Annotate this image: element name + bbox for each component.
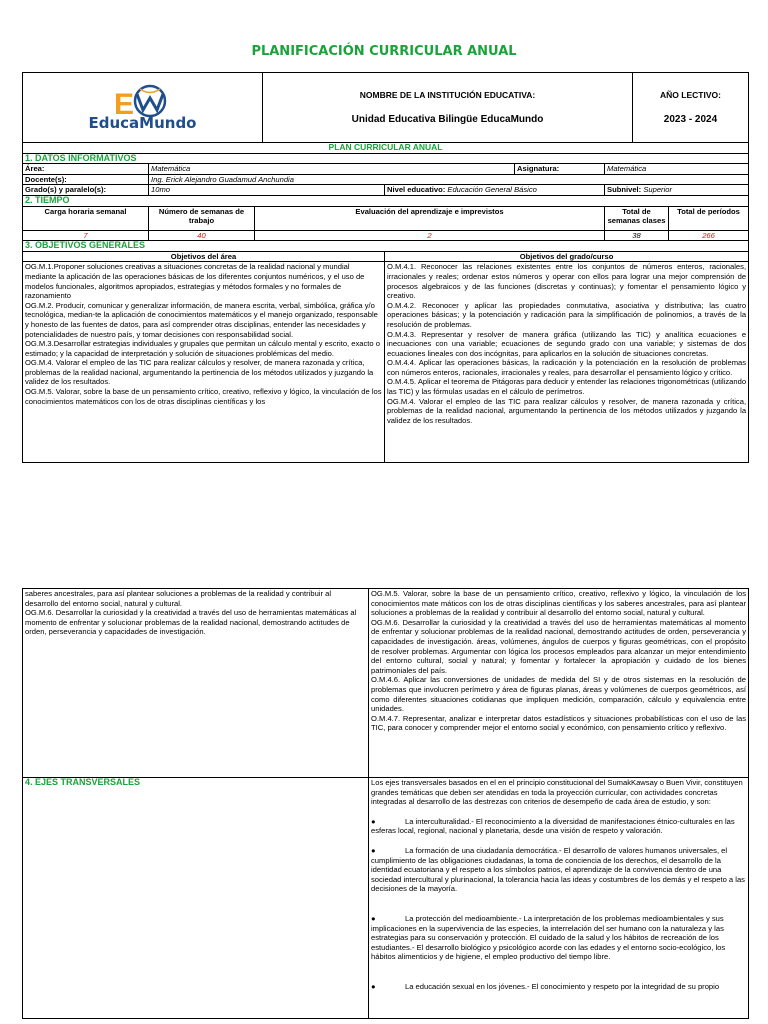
col-grade-objectives: Objetivos del grado/curso (385, 251, 749, 262)
axis-item (371, 914, 746, 962)
time-value-evaluation: 2 (255, 230, 605, 241)
area-objective: OG.M.2. Producir, comunicar y generalizar información, de manera escrita, verbal, simbólica, gráfica y/o tecnológica, median-te la aplicación de conocimientos matemáticos y el manejo organizado, responsable y honesto de las fuentes de datos, para así comprender otras disciplinas, entender las necesidades y potencialidades de nuestro país, y tomar decisiones con responsabilidad social. (25, 300, 378, 339)
area-label: Área: (23, 164, 149, 175)
area-objective: OG.M.1.Proponer soluciones creativas a situaciones concretas de la realidad nacional y mundial mediante la aplicación de las operaciones básicas de los diferentes conjuntos numéricos, y el uso de modelos funcionales, algoritmos apropiados, estrategias y métodos formales y no formales de razonamiento (25, 262, 365, 301)
logo-cell (23, 73, 263, 143)
year-value: 2023 - 2024 (663, 113, 718, 125)
grade-objective: OG.M.6. Desarrollar la curiosidad y la creatividad a través del uso de herramientas matemáticas al momento de enfrentar y solucionar problemas de la realidad nacional, demostrando actitudes de orden, perseverancia y capacidades de investigación. áreas, volúmenes, ángulos de cuerpos y figuras geométricas, con el propósito de resolver problemas. Argumentar con lógica los procesos empleados para alcanzar un mejor entendimiento del entorno cultural, social y natural; y fomentar y fortalecer la apropiación y cuidado de los bienes patrimoniales del país. (371, 617, 746, 675)
time-header-evaluation: Evaluación del aprendizaje e imprevistos (255, 206, 605, 230)
subject-label: Asignatura: (515, 164, 605, 175)
section-3-title: 3. OBJETIVOS GENERALES (23, 241, 749, 252)
area-objective: OG.M.3.Desarrollar estrategias individuales y grupales que permitan un cálculo mental y escrito, exacto o estimado; y la capacidad de interpretación y solución de situaciones problémicas del medio. (25, 339, 380, 358)
axis-text: La formación de una ciudadanía democrática.- El desarrollo de valores humanos universales, el cumplimiento de las obligaciones ciudadanas, la toma de conciencia de los derechos, el desarrollo de la identidad ecuatoriana y el respeto a los símbolos patrios, el aprendizaje de la convivencia dentro de una sociedad intercultural y plurinacional, la tolerancia hacia las ideas y costumbres de los demás y el respeto a las decisiones de la mayoría. (371, 845, 745, 894)
subject-value: Matemática (605, 164, 749, 175)
time-header-periods: Total de períodos (669, 206, 749, 230)
svg-text:E: E (114, 88, 135, 119)
grade-objective: O.M.4.5. Aplicar el teorema de Pitágoras para deducir y entender las relaciones trigonométricas (utilizando las TIC) y las fórmulas usadas en el cálculo de perímetros. (387, 377, 747, 397)
year-label: AÑO LECTIVO: (660, 89, 721, 100)
plan-label: PLAN CURRICULAR ANUAL (23, 143, 749, 154)
axis-text: La educación sexual en los jóvenes.- El conocimiento y respeto por la integridad de su propio (405, 981, 720, 991)
bullet-icon: ● (371, 845, 376, 855)
grade-objective: OG.M.4. Valorar el empleo de las TIC para realizar cálculos y resolver, de manera razonada y crítica, problemas de la realidad nacional, argumentando la pertinencia de los métodos utilizados y juzgando la validez de los resultados. (387, 396, 747, 425)
axes-cell (369, 778, 749, 1019)
teacher-value: Ing. Erick Alejandro Guadamud Anchundia (149, 174, 749, 185)
sublevel-cell (605, 185, 749, 196)
logo-text: EducaMundo (88, 114, 197, 132)
sublevel-value: Superior (643, 185, 673, 195)
institution-name: Unidad Educativa Bilingüe EducaMundo (351, 113, 544, 125)
grade-label: Grado(s) y paralelo(s): (23, 185, 149, 196)
axes-intro: Los ejes transversales basados en el en el principio constitucional del SumakKawsay o Buen Vivir, constituyen grandes temáticas que deben ser atendidas en toda la proyección curricular, con actividades concretas integradas al desarrollo de las destrezas con criterios de desempeño de cada área de estudio, y son: (371, 778, 743, 807)
teacher-label: Docente(s): (23, 174, 149, 185)
area-objectives-cell (23, 262, 385, 463)
level-value: Educación General Básico (447, 185, 537, 195)
area-objectives-cont-cell (23, 589, 369, 778)
time-value-periods: 266 (669, 230, 749, 241)
col-area-objectives: Objetivos del área (23, 251, 385, 262)
grade-objective: O.M.4.1. Reconocer las relaciones existentes entre los conjuntos de números enteros, racionales, irracionales y reales; ordenar estos números y operar con ellos para lograr una mejor comprensión de procesos algebraicos y de las funciones (discretas y continuas); y fomentar el pensamiento lógico y creativo. (387, 262, 747, 301)
section-1-title: 1. DATOS INFORMATIVOS (23, 153, 749, 164)
level-label: Nivel educativo: (387, 185, 446, 195)
time-header-weekly-hours: Carga horaria semanal (23, 206, 149, 230)
grade-objective: O.M.4.2. Reconocer y aplicar las propiedades conmutativa, asociativa y distributiva; las cuatro operaciones básicas; y la potenciación y radicación para la simplificación de polinomios, a través de la resolución de problemas. (387, 300, 747, 329)
grade-objectives-cell (385, 262, 749, 463)
level-cell (385, 185, 605, 196)
grade-value: 10mo (149, 185, 385, 196)
axis-text: La interculturalidad.- El reconocimiento a la diversidad de manifestaciones étnico-culturales en las esferas local, regional, nacional y planetaria, desde una visión de respeto y valoración. (371, 816, 735, 836)
page-title: PLANIFICACIÓN CURRICULAR ANUAL (251, 44, 517, 59)
bullet-icon: ● (371, 816, 376, 826)
header-table (22, 72, 749, 143)
grade-objective: O.M.4.6. Aplicar las conversiones de unidades de medida del SI y de otros sistemas en la resolución de problemas que involucren perímetro y área de figuras planas, áreas y volúmenes de cuerpos geométricos, así como diferentes situaciones cotidianas que impliquen medición, comparación, cálculo y equivalencia entre unidades. (371, 675, 746, 714)
axis-item (371, 846, 746, 894)
section-2-title: 2. TIEMPO (23, 195, 749, 206)
grade-objectives-cont-cell (369, 589, 749, 778)
section-4-title: 4. EJES TRANSVERSALES (23, 778, 369, 1019)
area-objective: OG.M.4. Valorar el empleo de las TIC para realizar cálculos y resolver, de manera razonada y crítica, problemas de la realidad nacional, argumentando la pertinencia de los métodos utilizados y juzgando la validez de los resultados. (25, 358, 374, 387)
grade-objective: OG.M.5. Valorar, sobre la base de un pensamiento crítico, creativo, reflexivo y lógico, la vinculación de los conocimientos mate máticos con los de otras disciplinas científicas y los saberes ancestrales, para así plantear soluciones a problemas de la realidad y contribuir al desarrollo del entorno social, natural y cultural. (371, 589, 746, 618)
time-value-work-weeks: 40 (149, 230, 255, 241)
axis-item (371, 982, 746, 992)
time-header-work-weeks: Número de semanas de trabajo (149, 206, 255, 230)
grade-objective: O.M.4.4. Aplicar las operaciones básicas, la radicación y la potenciación en la resolución de problemas con números enteros, racionales, irracionales y reales, para desarrollar el pensamiento lógico y crítico. (387, 358, 747, 377)
axis-item (371, 817, 746, 836)
grade-objective: O.M.4.7. Representar, analizar e interpretar datos estadísticos y situaciones probabilísticas con el uso de las TIC, para conocer y comprender mejor el entorno social y económico, con pensamiento crítico y reflexivo. (371, 713, 746, 733)
institution-label: NOMBRE DE LA INSTITUCIÓN EDUCATIVA: (359, 89, 536, 100)
time-value-class-weeks: 38 (605, 230, 669, 241)
main-table (22, 142, 749, 463)
area-value: Matemática (149, 164, 515, 175)
page-2-table (22, 588, 749, 1019)
time-value-weekly-hours: 7 (23, 230, 149, 241)
time-header-class-weeks: Total de semanas clases (605, 206, 669, 230)
area-objective: OG.M.5. Valorar, sobre la base de un pensamiento crítico, creativo, reflexivo y lógico, la vinculación de los conocimientos matemáticos con los de otras disciplinas científicas y los (25, 387, 382, 406)
logo (88, 84, 197, 132)
grade-objective: O.M.4.3. Representar y resolver de manera gráfica (utilizando las TIC) y analítica ecuaciones e inecuaciones con una variable; ecuaciones de segundo grado con una variable; y sistemas de dos ecuaciones lineales con dos incógnitas, para aplicarlos en la solución de situaciones concretas. (387, 329, 747, 358)
bullet-icon: ● (371, 913, 376, 923)
institution-cell (263, 73, 633, 143)
axis-text: La protección del medioambiente.- La interpretación de los problemas medioambientales y sus implicaciones en la supervivencia de las especies, la interrelación del ser humano con la naturaleza y las estrategias para su conservación y protección. El cuidado de la salud y los hábitos de recreación de los estudiantes.- El desarrollo biológico y psicológico acorde con las edades y el entorno socio-ecológico, los hábitos alimenticios y de higiene, el empleo productivo del tiempo libre. (371, 913, 726, 962)
sublevel-label: Subnivel: (607, 185, 642, 195)
area-objective: OG.M.6. Desarrollar la curiosidad y la creatividad a través del uso de herramientas matemáticas al momento de enfrentar y solucionar problemas de la realidad nacional, demostrando actitudes de orden, perseverancia y capacidades de investigación. (25, 608, 357, 637)
year-cell (633, 73, 749, 143)
bullet-icon: ● (371, 981, 376, 991)
area-objective: saberes ancestrales, para así plantear soluciones a problemas de la realidad y contribuir al desarrollo del entorno social, natural y cultural. (25, 589, 332, 608)
